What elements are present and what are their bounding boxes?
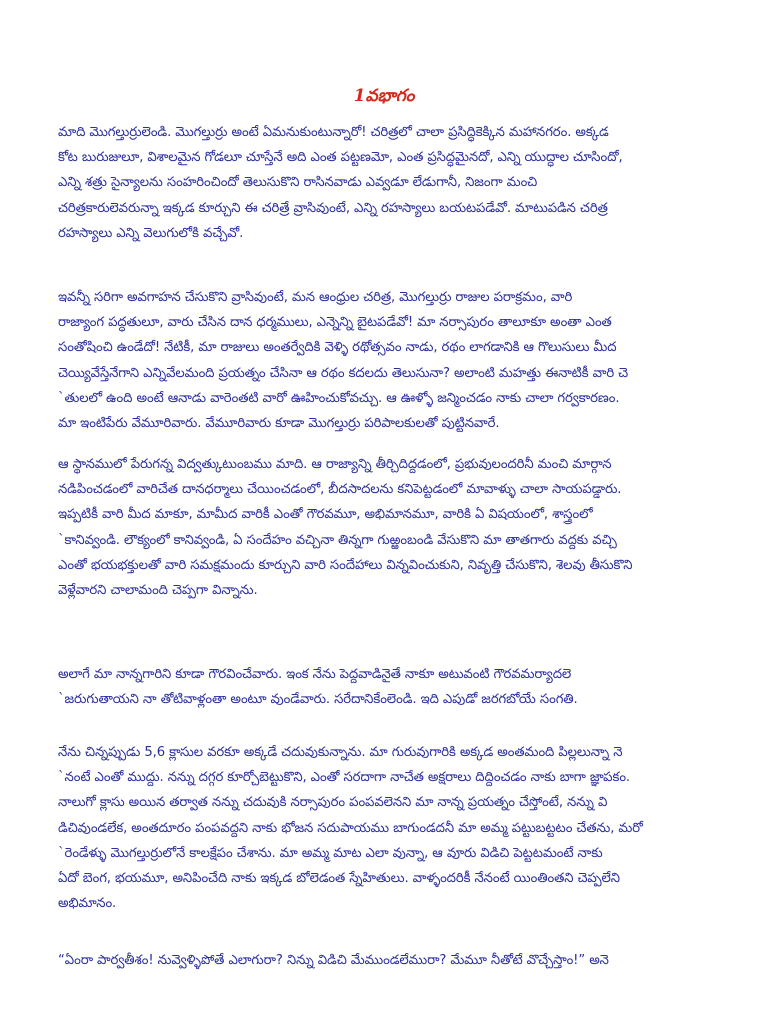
paragraph-2: ఇవన్నీ సరిగా అవగాహన చేసుకొని వ్రాసివుంటే, మన ఆంధ్రుల చరిత్ర, మొగల్తుర్రు రాజుల పరాక్రమం, వారి రాజ్యాంగ పద్ధతులూ, వారు చేసిన దాన ధర్మములు, ఎన్నెన్ని బైటపడేవో! మా నర్సాపురం తాలూకూ అంతా ఎంత సంతోషించి ఉండేదో! నేటికీ, మా రాజులు అంతర్వేదికి వెళ్ళి రథోత్సవం నాడు, రథం లాగడానికి ఆ గొలుసులు మీద చెయ్యివేస్తేనేగాని ఎన్నివేలమంది ప్రయత్నం చేసినా ఆ రథం కదలదు తెలుసునా? అలాంటి మహత్తు ఈనాటికీ వారి చె `తులలో ఉంది అంటే ఆనాడు వారెంతటి వారో ఊహించుకోవచ్చు. ఆ ఊళ్ళో జన్మించడం నాకు చాలా గర్వకారణం. మా ఇంటిపేరు వేమూరివారు. వేమూరివారు కూడా మొగల్తుర్రు పరిపాలకులతో పుట్టినవారే.	[58, 290, 629, 432]
chapter-title: 1వభాగం	[353, 86, 415, 106]
paragraph-5: నేను చిన్నప్పుడు 5,6 క్లాసుల వరకూ అక్కడే చదువుకున్నాను. మా గురువుగారికి అక్కడ అంతమంది పిల్లలున్నా నె `నంటే ఎంతో ముద్దు. నన్ను దగ్గర కూర్చోబెట్టుకొని, ఎంతో సరదాగా నాచేత అక్షరాలు దిద్దించడం నాకు బాగా జ్ఞాపకం. నాలుగో క్లాసు అయిన తర్వాత నన్ను చదువుకి నర్సాపురం పంపవలెనని మా నాన్న ప్రయత్నం చేస్తోంటే, నన్ను వి డిచివుండలేక, అంతదూరం పంపవద్దని నాకు భోజన సదుపాయము బాగుండదనీ మా అమ్మ పట్టుబట్టటం చేతను, మరో `రెండేళ్ళు మొగల్తుర్రులోనే కాలక్షేపం చేశాను. మా అమ్మ మాట ఎలా వున్నా, ఆ వూరు విడిచి పెట్టటమంటే నాకు ఏదో బెంగ, భయమూ, అనిపించేది నాకు ఇక్కడ బోలెడంత స్నేహితులు. వాళ్ళందరికీ నేనంటే యింతింతని చెప్పలేని అభిమానం.	[58, 745, 643, 912]
paragraph-6: “ఏంరా పార్వతీశం! నువ్వెళ్ళిపోతే ఎలాగురా? నిన్ను విడిచి మేముండలేమురా? మేమూ నీతోటే వొచ్చేస్తాం!” అనె	[58, 953, 609, 968]
paragraph-4: అలాగే మా నాన్నగారిని కూడా గౌరవించేవారు. ఇంక నేను పెద్దవాడినైతే నాకూ అటువంటి గౌరవమర్యాదలె `జరుగుతాయని నా తోటివాళ్లంతా అంటూ వుండేవారు. సరేదానికేంలెండి. ఇది ఎపుడో జరగబోయే సంగతి.	[58, 667, 578, 708]
paragraph-3: ఆ స్థానములో పేరుగన్న విద్వత్కుటుంబము మాది. ఆ రాజ్యాన్ని తీర్చిదిద్దడంలో, ప్రభువులందరినీ మంచి మార్గాన నడిపించడంలో వారిచేత దానధర్మాలు చేయించడంలో, బీదసాదలను కనిపెట్టడంలో మావాళ్ళు చాలా సాయపడ్డారు. ఇప్పటికీ వారి మీద మాకూ, మామీద వారికీ ఎంతో గౌరవమూ, అభిమానమూ, వారికి ఏ విషయంలో, శాస్త్రంలో `కానివ్వండి. లౌక్యంలో కానివ్వండి, ఏ సందేహం వచ్చినా తిన్నగా గుఱ్ఱంబండి వేసుకొని మా తాతగారు వద్దకు వచ్చి ఎంతో భయభక్తులతో వారి సమక్షమందు కూర్చుని వారి సందేహాలు విన్నవించుకుని, నివృత్తి చేసుకొని, శెలవు తీసుకొని వెళ్లేవారని చాలామంది చెప్పగా విన్నాను.	[58, 457, 633, 599]
paragraph-1: మాది మొగల్తుర్రులెండి. మొగల్తుర్రు అంటే ఏమనుకుంటున్నారో! చరిత్రలో చాలా ప్రసిద్ధికెక్కిన మహానగరం. అక్కడ కోట బురుజులూ, విశాలమైన గోడలూ చూస్తేనే అది ఎంత పట్టణమో, ఎంత ప్రసిద్ధమైనదో, ఎన్ని యుద్ధాల చూసిందో, ఎన్ని శత్రు సైన్యాలను సంహరించిందో తెలుసుకొని రాసినవాడు ఎవ్వడూ లేడుగానీ, నిజంగా మంచి చరిత్రకారులెవరున్నా ఇక్కడ కూర్చుని ఈ చరిత్రే వ్రాసివుంటే, ఎన్ని రహస్యాలు బయటపడేవో. మాటుపడిన చరిత్ర రహస్యాలు ఎన్ని వెలుగులోకి వచ్చేవో.	[58, 125, 623, 241]
